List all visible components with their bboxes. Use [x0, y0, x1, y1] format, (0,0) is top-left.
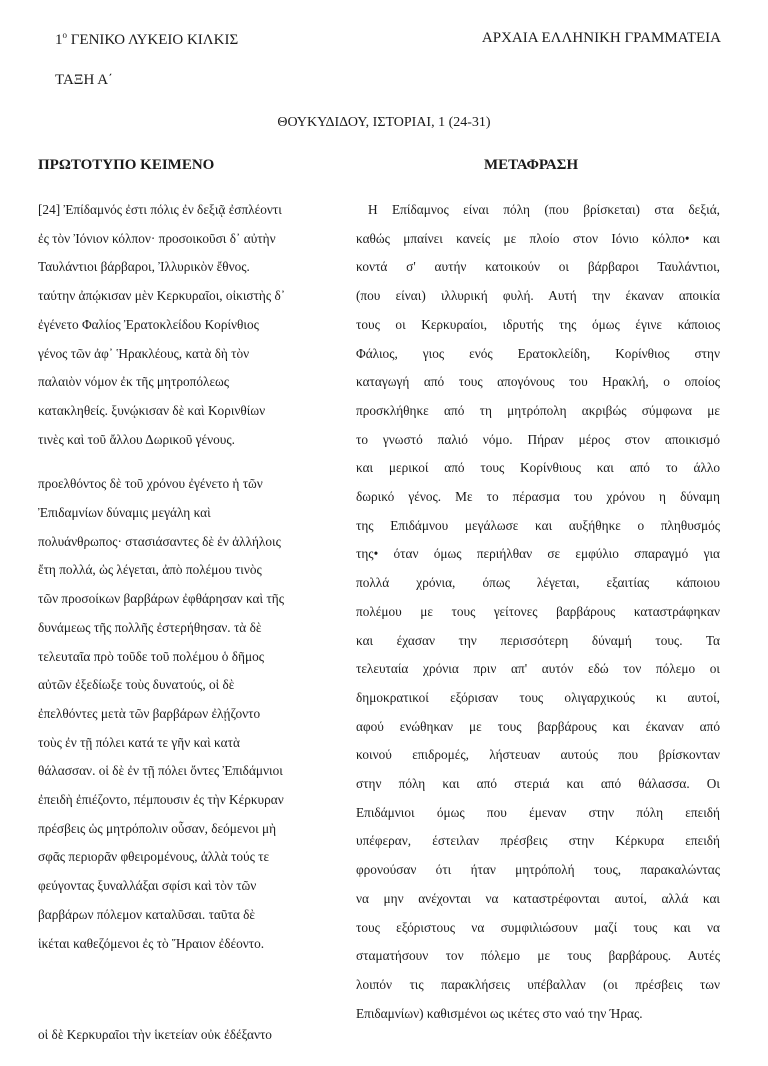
original-line: τοὺς ἐν τῇ πόλει κατά τε γῆν καὶ κατὰ	[38, 734, 240, 750]
translation-line: προσκλήθηκε από τη μητρόπολη ακριβώς σύμφωνα με	[356, 402, 720, 418]
original-line: παλαιὸν νόμον ἐκ τῆς μητροπόλεως	[38, 374, 230, 390]
original-line: πρέσβεις ὡς μητρόπολιν οὖσαν, δεόμενοι μὴ	[38, 820, 277, 836]
translation-line: Η Επίδαμνος είναι πόλη (που βρίσκεται) στα δεξιά,	[368, 202, 720, 217]
translation-line: της• όταν όμως περιήλθαν σε εμφύλιο σπαραγμό για	[356, 546, 720, 562]
original-line: δυνάμεως τῆς πολλῆς ἐστερήθησαν. τὰ δὲ	[38, 619, 262, 635]
translation-heading: ΜΕΤΑΦΡΑΣΗ	[484, 157, 579, 173]
original-line: κατακληθείς. ξυνῴκισαν δὲ καὶ Κορινθίων	[38, 402, 266, 418]
original-text-heading: ΠΡΩΤΟΤΥΠΟ ΚΕΙΜΕΝΟ	[38, 157, 215, 173]
original-line: Ταυλάντιοι βάρβαροι, Ἰλλυρικὸν ἔθνος.	[38, 259, 250, 275]
original-line: ἐς τὸν Ἰόνιον κόλπον· προσοικοῦσι δ᾽ αὐτὴν	[38, 230, 276, 246]
translation-line: καθώς μπαίνει κανείς με πλοίο στον Ιόνιο κόλπο• και	[356, 230, 720, 246]
translation-line: της Επιδάμνου μεγάλωσε και αυξήθηκε ο πληθυσμός	[356, 517, 720, 533]
translation-line: το γνωστό παλιό νόμο. Πήραν μέρος στον αποικισμό	[356, 431, 720, 447]
original-line: προελθόντος δὲ τοῦ χρόνου ἐγένετο ἡ τῶν	[38, 476, 263, 492]
translation-line: Επιδαμνίων) καθισμένοι ως ικέτες στο ναό την Ήρας.	[356, 1005, 643, 1021]
original-line: φεύγοντας ξυναλλάξαι σφίσι καὶ τὸν τῶν	[38, 878, 257, 894]
original-line: γένος τῶν ἀφ᾽ Ἡρακλέους, κατὰ δὴ τὸν	[38, 345, 250, 361]
translation-line: να μην ανέχονται να καταστρέφονται αυτοί, αλλά και	[356, 890, 720, 906]
class-label: ΤΑΞΗ Α΄	[55, 72, 114, 88]
translation-line: Επιδάμνιοι όμως που έμεναν στην πόλη επειδή	[356, 804, 720, 820]
translation-line: λοιπόν τις παρακλήσεις υπέβαλλαν (οι πρέσβεις των	[356, 976, 720, 992]
original-line: τινὲς καὶ τοῦ ἄλλου Δωρικοῦ γένους.	[38, 431, 235, 447]
source-reference: ΘΟΥΚΥΔΙΔΟΥ, ΙΣΤΟΡΙΑΙ, 1 (24-31)	[277, 115, 491, 130]
translation-line: αφού ενώθηκαν με τους βαρβάρους και έκαναν από	[356, 718, 720, 734]
translation-line: κοινού επιδρομές, λήστευαν αυτούς που βρίσκονταν	[356, 747, 720, 763]
translation-line: σταματήσουν τον πόλεμο με τους βαρβάρους. Αυτές	[356, 948, 720, 964]
translation-line: τελευταία χρόνια πριν απ' αυτόν εδώ τον πόλεμο οι	[356, 661, 720, 677]
original-line: ἐπειδὴ ἐπιέζοντο, πέμπουσιν ἐς τὴν Κέρκυραν	[38, 792, 284, 808]
translation-line: δημοκρατικοί εξόρισαν τους ολιγαρχικούς κι αυτοί,	[356, 689, 720, 705]
translation-line: τους οι Κερκυραίοι, ιδρυτής της όμως έγινε κάποιος	[356, 316, 720, 332]
translation-line: φρονούσαν ότι ήταν μητρόπολή τους, παρακαλώντας	[356, 862, 720, 878]
original-paragraph	[38, 470, 348, 958]
original-paragraph	[38, 1021, 348, 1050]
original-line: ἐπελθόντες μετὰ τῶν βαρβάρων ἐλῄζοντο	[38, 705, 261, 721]
original-line: αὐτῶν ἐξεδίωξε τοὺς δυνατούς, οἱ δὲ	[38, 677, 235, 693]
translation-column	[356, 196, 720, 1028]
translation-line: Φάλιος, γιος ενός Ερατοκλείδη, Κορίνθιος στην	[356, 345, 720, 361]
translation-line: υπέφεραν, έστειλαν πρέσβεις στην Κέρκυρα επειδή	[356, 833, 720, 849]
translation-line: δωρικό γένος. Με το πέρασμα του χρόνου η δύναμη	[356, 489, 720, 505]
original-line: πολυάνθρωπος· στασιάσαντες δὲ ἐν ἀλλήλοις	[38, 533, 281, 549]
translation-line: κοντά σ' αυτήν κατοικούν οι βάρβαροι Ταυλάντιοι,	[356, 259, 720, 275]
translation-line: πολλά χρόνια, όπως λέγεται, εξαιτίας κάποιου	[356, 575, 720, 591]
school-name	[55, 30, 238, 49]
original-text-column	[38, 196, 348, 1066]
original-line: ἱκέται καθεζόμενοι ἐς τὸ Ἥραιον ἐδέοντο.	[38, 935, 265, 951]
school-number: 1	[55, 32, 63, 48]
original-line: Ἐπιδαμνίων δύναμις μεγάλη καὶ	[38, 505, 211, 521]
original-line: βαρβάρων πόλεμον καταλῦσαι. ταῦτα δὲ	[38, 906, 255, 922]
school-number-suffix: ο	[62, 30, 67, 40]
translation-line: πολέμου με τους γείτονες βαρβάρους καταστράφηκαν	[356, 603, 720, 619]
original-line: θάλασσαν. οἱ δὲ ἐν τῇ πόλει ὄντες Ἐπιδάμνιοι	[38, 763, 283, 779]
translation-line: και μερικοί από τους Κορίνθιους και από το άλλο	[356, 460, 720, 476]
original-line: ἐγένετο Φαλίος Ἐρατοκλείδου Κορίνθιος	[38, 316, 259, 332]
school-name-text: ΓΕΝΙΚΟ ΛΥΚΕΙΟ ΚΙΛΚΙΣ	[67, 32, 239, 48]
original-line: τῶν προσοίκων βαρβάρων ἐφθάρησαν καὶ τῆς	[38, 591, 284, 607]
translation-line: και έχασαν την περισσότερη δύναμή τους. Τα	[356, 632, 720, 648]
translation-line: στην πόλη και από στεριά και από θάλασσα. Οι	[356, 776, 720, 792]
original-line: σφᾶς περιορᾶν φθειρομένους, ἀλλὰ τούς τε	[38, 849, 270, 865]
original-line: ταύτην ἀπῴκισαν μὲν Κερκυραῖοι, οἰκιστὴς δ᾽	[38, 288, 286, 304]
original-line: οἱ δὲ Κερκυραῖοι τὴν ἱκετείαν οὐκ ἐδέξαντο	[38, 1027, 272, 1043]
original-paragraph	[38, 196, 348, 454]
original-line: τελευταῖα πρὸ τοῦδε τοῦ πολέμου ὁ δῆμος	[38, 648, 265, 664]
translation-line: (που είναι) ιλλυρική φυλή. Αυτή την έκαναν αποικία	[356, 288, 720, 304]
original-line: ἔτη πολλά, ὡς λέγεται, ἀπὸ πολέμου τινὸς	[38, 562, 262, 578]
subject-title: ΑΡΧΑΙΑ ΕΛΛΗΝΙΚΗ ΓΡΑΜΜΑΤΕΙΑ	[481, 30, 721, 46]
translation-line: καταγωγή από τους απογόνους του Ηρακλή, ο οποίος	[356, 374, 720, 390]
original-line: [24] Ἐπίδαμνός ἐστι πόλις ἐν δεξιᾷ ἐσπλέοντι	[38, 202, 282, 217]
translation-line: τους εξόριστους να συμφιλιώσουν μαζί τους και να	[356, 919, 720, 935]
